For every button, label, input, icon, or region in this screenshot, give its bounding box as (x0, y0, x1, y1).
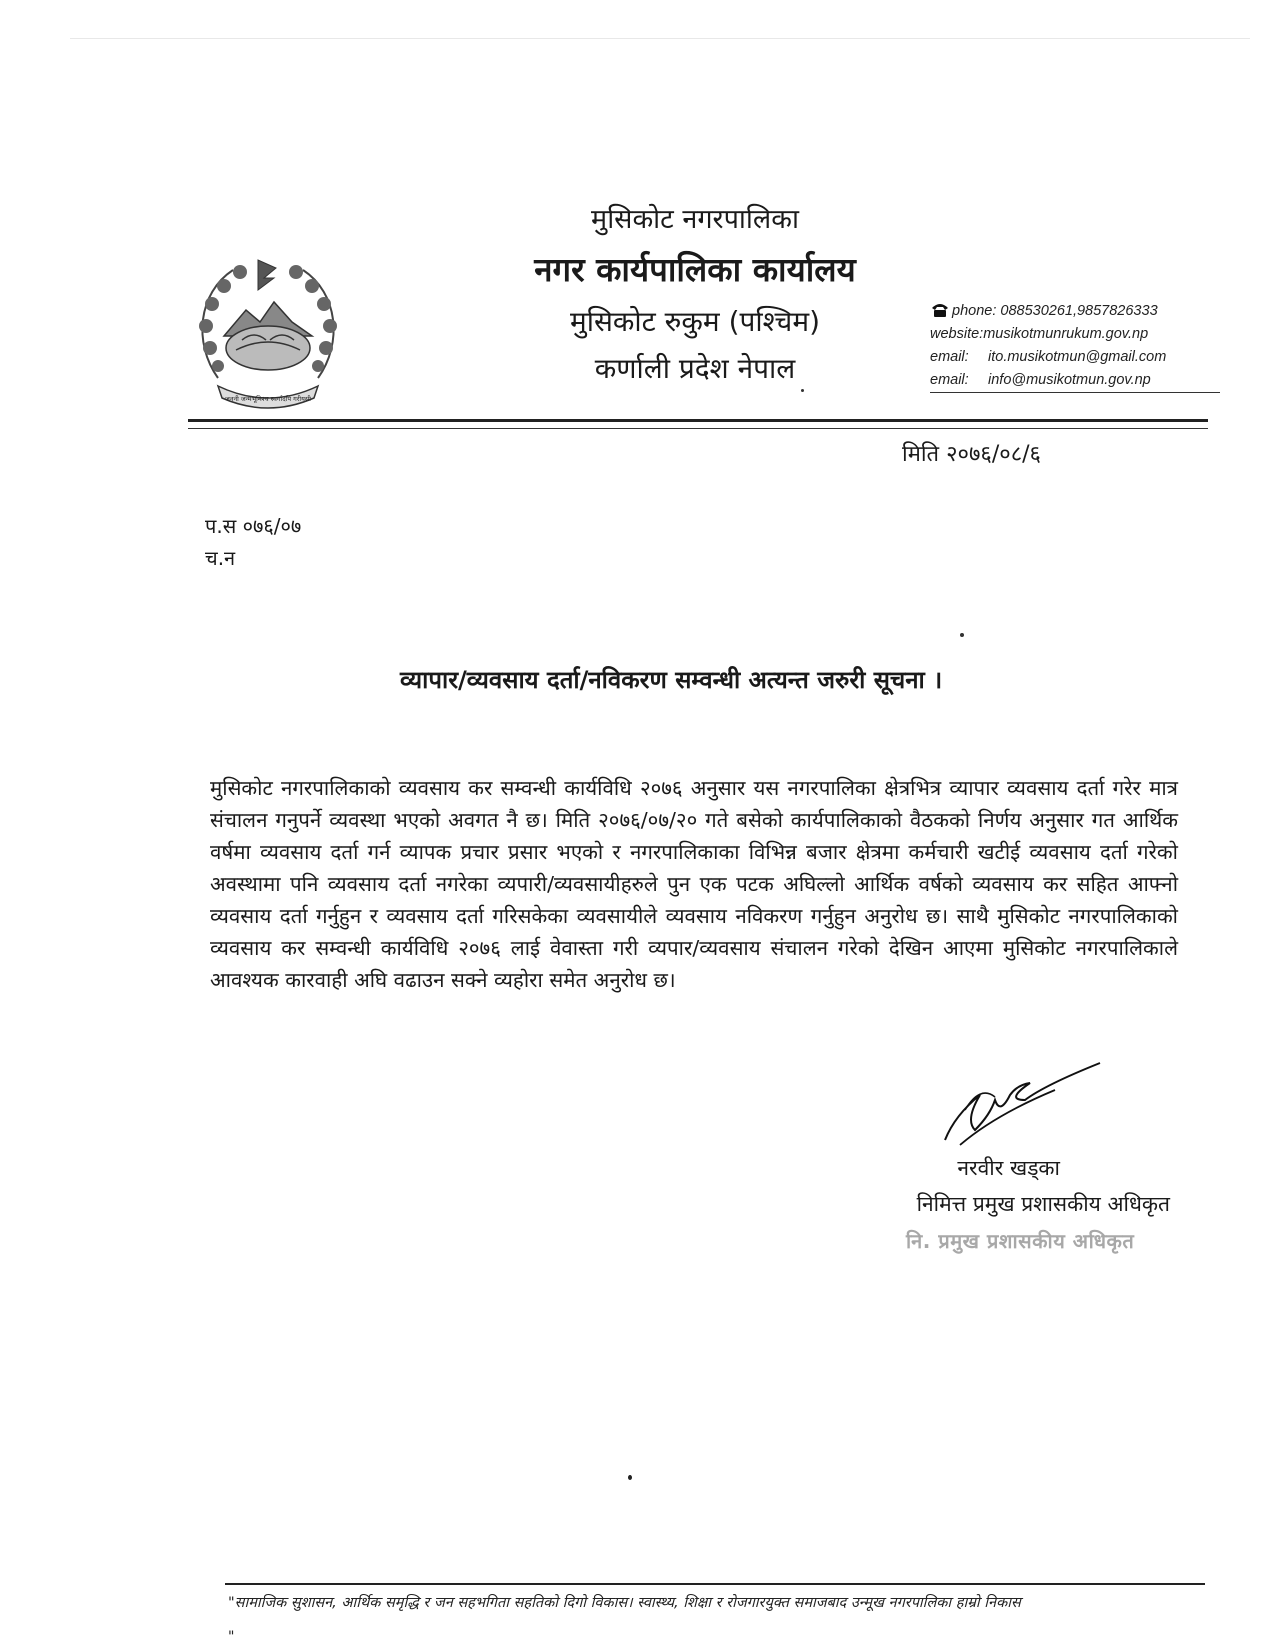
letter-date: मिति २०७६/०८/६ (902, 442, 1041, 467)
footer-slogan-block (228, 1590, 1218, 1645)
letterhead-rule-thin (188, 428, 1208, 429)
nepal-emblem-icon (188, 248, 348, 418)
province-country: कर्णाली प्रदेश नेपाल (594, 352, 796, 385)
contact-email-1: ito.musikotmun@gmail.com (988, 349, 1167, 365)
speck (960, 633, 964, 637)
office-location: मुसिकोट रुकुम (पश्चिम) (569, 305, 820, 338)
signatory-name: नरवीर खड्का (957, 1156, 1060, 1180)
contact-phone: phone: 088530261,9857826333 (952, 303, 1158, 319)
contact-website: website:musikotmunrukum.gov.np (930, 326, 1149, 342)
office-name: नगर कार्यपालिका कार्यालय (534, 250, 856, 289)
letter-number: प.स ०७६/०७ (205, 514, 302, 538)
letterhead-title (420, 198, 970, 392)
telephone-icon (930, 302, 950, 318)
speck (628, 1475, 632, 1480)
notice-subject: व्यापार/व्यवसाय दर्ता/नविकरण सम्वन्धी अत्यन्त जरुरी सूचना । (400, 666, 943, 694)
speck (801, 389, 804, 392)
reference-block (205, 510, 301, 574)
signature-icon (935, 1055, 1105, 1150)
emblem-motto: जननी जन्मभूमिश्च स्वर्गादपि गरीयसी (225, 395, 311, 403)
email-label: email: (930, 372, 969, 388)
dispatch-number: च.न (205, 546, 236, 570)
email-label: email: (930, 349, 969, 365)
page-edge-line (70, 38, 1250, 39)
letterhead-rule-thick (188, 419, 1208, 422)
notice-body: मुसिकोट नगरपालिकाको व्यवसाय कर सम्वन्धी कार्यविधि २०७६ अनुसार यस नगरपालिका क्षेत्रभित्र व्यापार व्यवसाय दर्ता गरेर मात्र संचालन गनुपर्ने व्यवस्था भएको अवगत नै छ। मिति २०७६/०७/२० गते बसेको कार्यपालिकाको वैठकको निर्णय अनुसार गत आर्थिक वर्षमा व्यवसाय दर्ता गर्न व्यापक प्रचार प्रसार भएको र नगरपालिकाका विभिन्न बजार क्षेत्रमा कर्मचारी खटीई व्यवसाय दर्ता गरेको अवस्थामा पनि व्यवसाय दर्ता नगरेका व्यपारी/व्यवसायीहरुले पुन एक पटक अघिल्लो आर्थिक वर्षको व्यवसाय कर सहित आफ्नो व्यवसाय दर्ता गर्नुहुन र व्यवसाय दर्ता गरिसकेका व्यवसायीले व्यवसाय नविकरण गर्नुहुन अनुरोध छ। साथै मुसिकोट नगरपालिकाको व्यवसाय कर सम्वन्धी कार्यविधि २०७६ लाई वेवास्ता गरी व्यपार/व्यवसाय संचालन गरेको देखिन आएमा मुसिकोट नगरपालिकाले आवश्यक कारवाही अघि वढाउन सक्ने व्यहोरा समेत अनुरोध छ। (210, 776, 1178, 992)
signatory-block (830, 1150, 1170, 1222)
footer-close-quote: " (228, 1629, 235, 1645)
footer-rule (225, 1583, 1205, 1585)
footer-slogan: "सामाजिक सुशासन, आर्थिक समृद्धि र जन सहभगिता सहतिको दिगो विकास। स्वास्थ्य, शिक्षा र रोजगारयुक्त समाजबाद उन्मूख नगरपालिका हाम्रो निकास (228, 1595, 1021, 1611)
municipality-name: मुसिकोट नगरपालिका (591, 204, 799, 235)
official-stamp: नि. प्रमुख प्रशासकीय अधिकृत (906, 1229, 1135, 1253)
contact-email-2: info@musikotmun.gov.np (988, 372, 1151, 388)
contact-phone-row (930, 300, 1220, 323)
contact-email-row-2 (930, 369, 1220, 393)
contact-email-row-1 (930, 346, 1220, 369)
signatory-designation: निमित्त प्रमुख प्रशासकीय अधिकृत (916, 1192, 1170, 1216)
contact-block (930, 300, 1220, 393)
